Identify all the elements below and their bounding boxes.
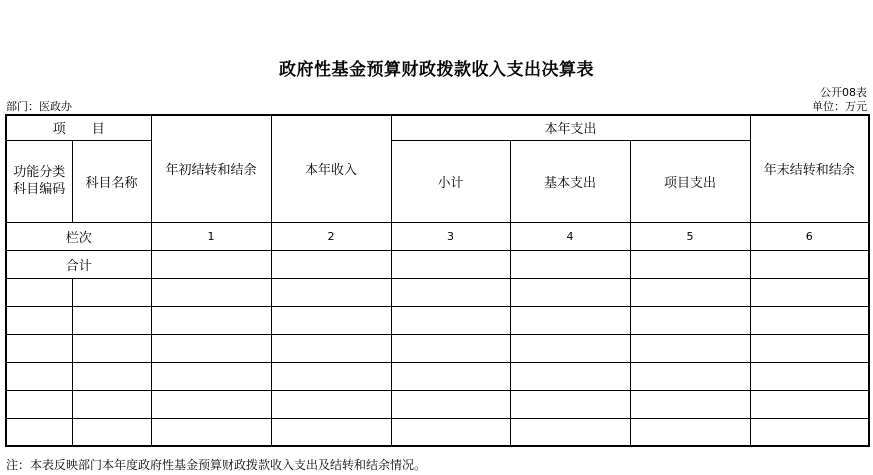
table-cell bbox=[630, 390, 750, 418]
table-cell bbox=[750, 250, 869, 278]
footnote: 注：本表反映部门本年度政府性基金预算财政拨款收入支出及结转和结余情况。 bbox=[6, 458, 427, 472]
table-row bbox=[6, 306, 869, 334]
table-cell bbox=[391, 362, 510, 390]
table-cell bbox=[630, 362, 750, 390]
table-cell bbox=[630, 278, 750, 306]
budget-table bbox=[5, 114, 870, 447]
header-func-code: 功能分类科目编码 bbox=[6, 140, 72, 222]
table-cell bbox=[391, 250, 510, 278]
column-number: 6 bbox=[750, 222, 869, 250]
table-row bbox=[6, 418, 869, 446]
table-cell bbox=[271, 334, 391, 362]
table-cell bbox=[6, 334, 72, 362]
table-cell bbox=[510, 306, 630, 334]
total-row bbox=[6, 250, 869, 278]
table-cell bbox=[271, 362, 391, 390]
header-subtotal: 小计 bbox=[391, 140, 510, 222]
table-cell bbox=[151, 390, 271, 418]
header-begin-balance: 年初结转和结余 bbox=[151, 115, 271, 222]
table-cell bbox=[510, 362, 630, 390]
header-row-2 bbox=[6, 140, 869, 222]
header-end-balance: 年末结转和结余 bbox=[750, 115, 869, 222]
column-number: 2 bbox=[271, 222, 391, 250]
row-index-label: 栏次 bbox=[6, 222, 151, 250]
table-row bbox=[6, 334, 869, 362]
table-cell bbox=[750, 362, 869, 390]
table-cell bbox=[6, 418, 72, 446]
table-cell bbox=[391, 306, 510, 334]
header-subject-name: 科目名称 bbox=[72, 140, 151, 222]
column-number: 4 bbox=[510, 222, 630, 250]
table-cell bbox=[72, 334, 151, 362]
table-cell bbox=[391, 334, 510, 362]
table-cell bbox=[6, 362, 72, 390]
table-cell bbox=[72, 278, 151, 306]
table-cell bbox=[510, 278, 630, 306]
table-cell bbox=[151, 306, 271, 334]
table-cell bbox=[750, 306, 869, 334]
table-cell bbox=[271, 250, 391, 278]
table-cell bbox=[391, 390, 510, 418]
column-number: 3 bbox=[391, 222, 510, 250]
table-row bbox=[6, 278, 869, 306]
table-cell bbox=[271, 278, 391, 306]
table-cell bbox=[6, 306, 72, 334]
table-code: 公开08表 bbox=[820, 86, 867, 99]
table-cell bbox=[750, 418, 869, 446]
department-label: 部门：医政办 bbox=[6, 100, 72, 113]
table-cell bbox=[6, 390, 72, 418]
table-cell bbox=[391, 418, 510, 446]
table-cell bbox=[271, 390, 391, 418]
table-cell bbox=[510, 418, 630, 446]
total-label: 合计 bbox=[6, 250, 151, 278]
unit-label: 单位：万元 bbox=[812, 100, 867, 113]
table-cell bbox=[510, 334, 630, 362]
table-cell bbox=[151, 278, 271, 306]
table-cell bbox=[151, 334, 271, 362]
table-cell bbox=[151, 250, 271, 278]
table-cell bbox=[271, 306, 391, 334]
table-cell bbox=[271, 418, 391, 446]
table-cell bbox=[510, 390, 630, 418]
report-title: 政府性基金预算财政拨款收入支出决算表 bbox=[279, 60, 594, 80]
header-expenditure: 本年支出 bbox=[391, 115, 750, 140]
table-row bbox=[6, 390, 869, 418]
column-number: 5 bbox=[630, 222, 750, 250]
table-cell bbox=[72, 390, 151, 418]
table-cell bbox=[630, 250, 750, 278]
table-cell bbox=[151, 362, 271, 390]
table-cell bbox=[391, 278, 510, 306]
header-project-exp: 项目支出 bbox=[630, 140, 750, 222]
table-cell bbox=[151, 418, 271, 446]
column-number: 1 bbox=[151, 222, 271, 250]
header-row-1 bbox=[6, 115, 869, 140]
table-cell bbox=[750, 334, 869, 362]
table-row bbox=[6, 362, 869, 390]
table-cell bbox=[750, 278, 869, 306]
table-cell bbox=[630, 418, 750, 446]
table-cell bbox=[72, 306, 151, 334]
table-cell bbox=[630, 306, 750, 334]
table-cell bbox=[630, 334, 750, 362]
column-number-row bbox=[6, 222, 869, 250]
header-basic: 基本支出 bbox=[510, 140, 630, 222]
table-cell bbox=[72, 418, 151, 446]
table-cell bbox=[750, 390, 869, 418]
header-income: 本年收入 bbox=[271, 115, 391, 222]
table-cell bbox=[6, 278, 72, 306]
table-cell bbox=[510, 250, 630, 278]
header-project: 项 目 bbox=[6, 115, 151, 140]
table-cell bbox=[72, 362, 151, 390]
